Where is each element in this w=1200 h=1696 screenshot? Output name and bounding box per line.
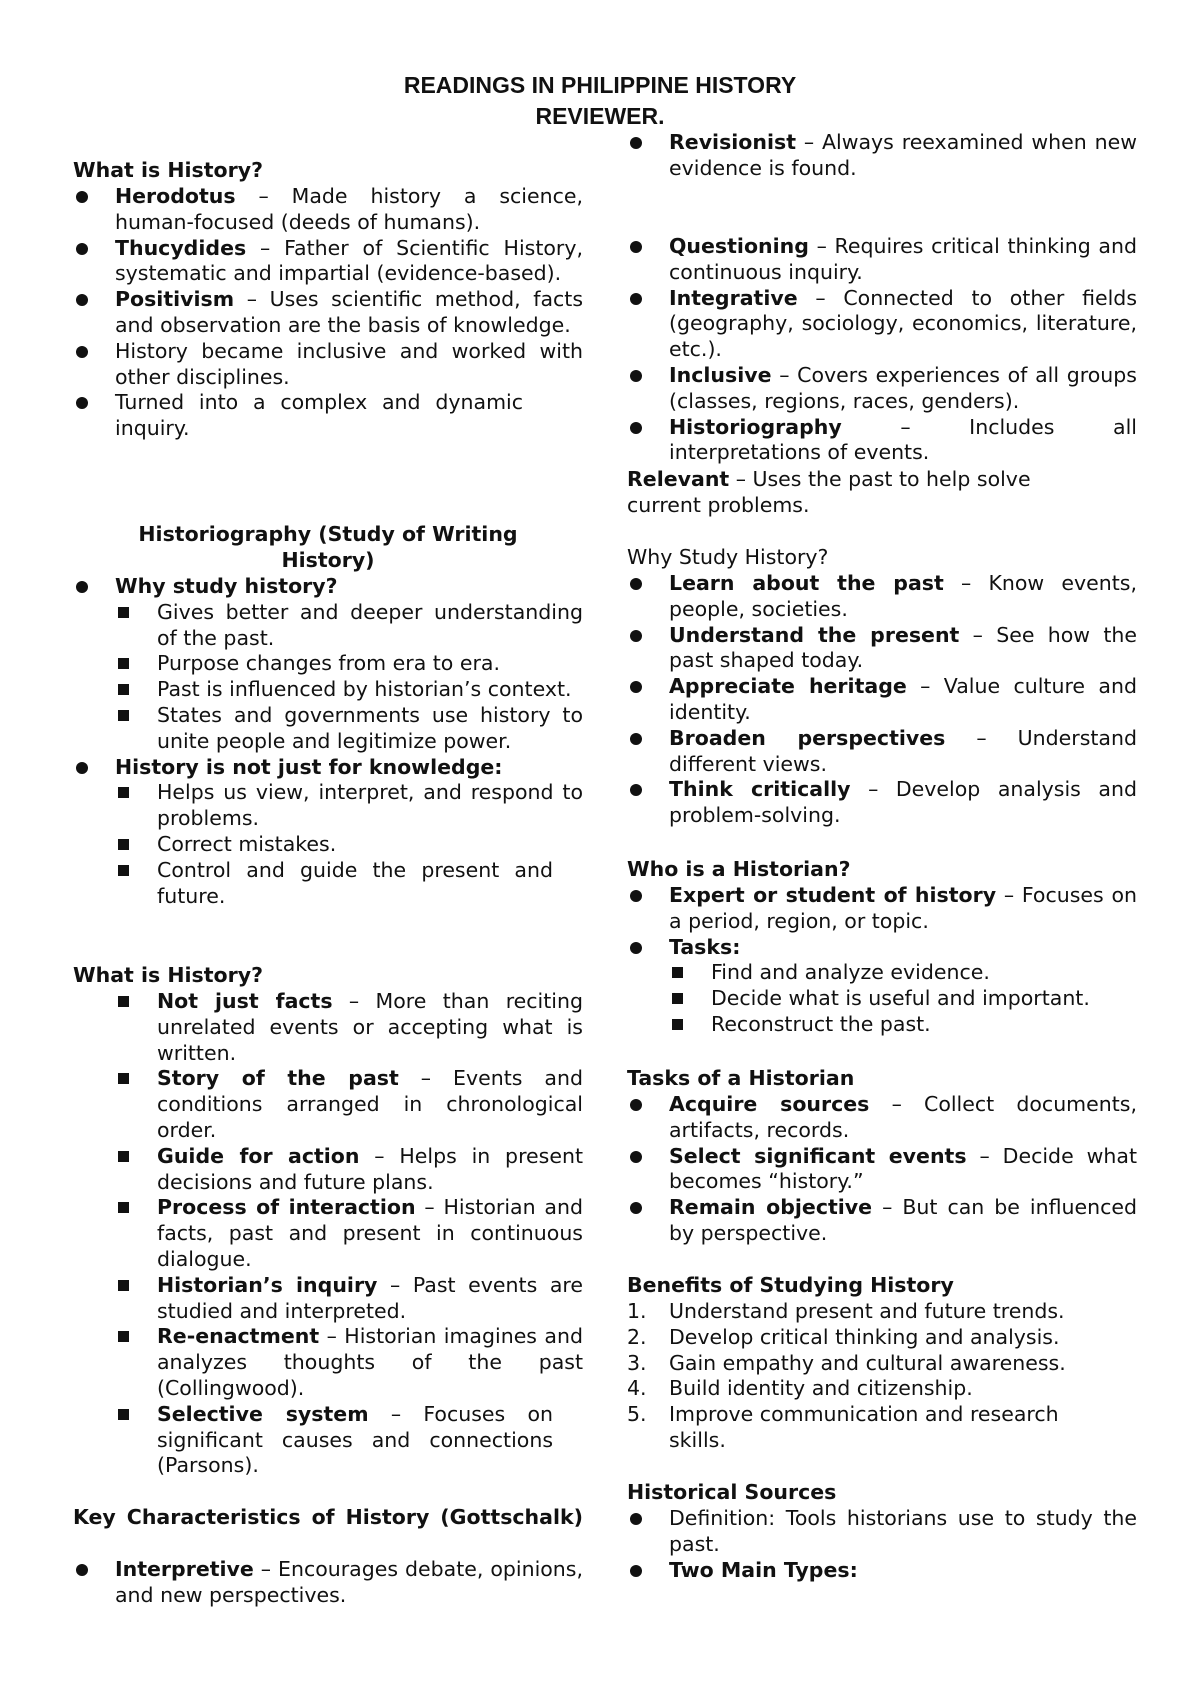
list-item: Remain objective – But can be influenced by perspective. [627,1195,1137,1247]
bullet-icon [76,1564,88,1576]
square-bullet-icon [118,787,129,798]
list-item: Gives better and deeper understanding of the past. [73,600,583,652]
list-item: States and governments use history to unite people and legitimize power. [73,703,583,755]
list-item: Turned into a complex and dynamic inquiry. [73,390,583,442]
bullet-icon [630,1099,642,1111]
list-historical-sources [627,1506,1137,1583]
section-heading-historiography: Historiography (Study of Writing History) [138,522,518,572]
list-item: 3. Gain empathy and cultural awareness. [627,1350,1066,1375]
list-benefits [627,1299,1137,1454]
bullet-icon [630,942,642,954]
document-title: READINGS IN PHILIPPINE HISTORY [403,72,797,98]
list-item: Revisionist – Always reexamined when new evidence is found. [627,130,1137,182]
square-bullet-icon [118,839,129,850]
square-bullet-icon [118,1331,129,1342]
square-bullet-icon [672,1019,683,1030]
list-item: Control and guide the present and future. [73,858,583,910]
list-item: 4. Build identity and citizenship. [627,1376,973,1401]
list-item: Integrative – Connected to other fields (geography, sociology, economics, literature, etc.). [627,286,1137,363]
list-item: Think critically – Develop analysis and problem-solving. [627,777,1137,829]
square-bullet-icon [118,1280,129,1291]
square-bullet-icon [118,865,129,876]
list-item: Story of the past – Events and conditions arranged in chronological order. [73,1066,583,1143]
list-item: Not just facts – More than reciting unrelated events or accepting what is written. [73,989,583,1066]
list-why-study-history [627,571,1137,829]
bullet-icon [76,243,88,255]
list-item: Learn about the past – Know events, people, societies. [627,571,1137,623]
square-bullet-icon [118,710,129,721]
list-characteristics-continued-2 [627,234,1137,466]
list-what-is-history [73,184,583,442]
list-item: Acquire sources – Collect documents, artifacts, records. [627,1092,1137,1144]
square-bullet-icon [118,1409,129,1420]
square-bullet-icon [118,684,129,695]
list-item: Process of interaction – Historian and facts, past and present in continuous dialogue. [73,1195,583,1272]
list-item: Decide what is useful and important. [627,986,1137,1012]
list-who-is-historian [627,883,1137,1038]
list-item: Purpose changes from era to era. [73,651,583,677]
list-item: History is not just for knowledge: [73,755,583,781]
bullet-icon [630,422,642,434]
list-item: Correct mistakes. [73,832,583,858]
list-key-characteristics [73,1557,583,1609]
bullet-icon [630,1565,642,1577]
square-bullet-icon [118,996,129,1007]
section-heading-benefits: Benefits of Studying History [627,1273,954,1297]
list-item: Past is influenced by historian’s context. [73,677,583,703]
list-item: Historiography – Includes all interpretations of events. [627,415,1137,467]
list-item: Helps us view, interpret, and respond to problems. [73,780,583,832]
list-tasks-of-historian [627,1092,1137,1247]
list-item: Questioning – Requires critical thinking and continuous inquiry. [627,234,1137,286]
square-bullet-icon [118,607,129,618]
list-item: 5. Improve communication and research skills. [627,1402,1059,1452]
bullet-icon [630,784,642,796]
bullet-icon [630,630,642,642]
list-what-is-history-2 [73,989,583,1479]
bullet-icon [630,241,642,253]
list-item: 2. Develop critical thinking and analysis. [627,1324,1060,1349]
section-heading-what-is-history-2: What is History? [73,963,263,987]
square-bullet-icon [118,1202,129,1213]
list-item: Reconstruct the past. [627,1012,1137,1038]
square-bullet-icon [118,1073,129,1084]
list-item: Appreciate heritage – Value culture and identity. [627,674,1137,726]
section-heading-what-is-history: What is History? [73,158,263,182]
square-bullet-icon [672,967,683,978]
document-subtitle: REVIEWER. [535,103,665,129]
bullet-icon [630,1513,642,1525]
bullet-icon [630,890,642,902]
bullet-icon [630,370,642,382]
list-item: Guide for action – Helps in present decisions and future plans. [73,1144,583,1196]
bullet-icon [630,293,642,305]
bullet-icon [630,1202,642,1214]
list-item: Historian’s inquiry – Past events are studied and interpreted. [73,1273,583,1325]
bullet-icon [76,346,88,358]
square-bullet-icon [118,658,129,669]
relevant-note: Relevant – Uses the past to help solve current problems. [627,467,1031,517]
list-item: Inclusive – Covers experiences of all groups (classes, regions, races, genders). [627,363,1137,415]
list-historiography [73,574,583,909]
list-item: Understand the present – See how the past shaped today. [627,623,1137,675]
section-heading-who-is-historian: Who is a Historian? [627,857,851,881]
bullet-icon [630,578,642,590]
list-item: Select significant events – Decide what becomes “history.” [627,1144,1137,1196]
list-item: Herodotus – Made history a science, human-focused (deeds of humans). [73,184,583,236]
bullet-icon [76,762,88,774]
list-item: Selective system – Focuses on significant causes and connections (Parsons). [73,1402,583,1479]
list-item: Positivism – Uses scientific method, facts and observation are the basis of knowledge. [73,287,583,339]
bullet-icon [76,581,88,593]
list-characteristics-continued [627,130,1137,182]
bullet-icon [630,1151,642,1163]
list-item: Broaden perspectives – Understand different views. [627,726,1137,778]
section-heading-why-study-history: Why Study History? [627,545,829,569]
list-item: 1. Understand present and future trends. [627,1299,1065,1323]
bullet-icon [76,397,88,409]
list-item: Tasks: [627,935,1137,961]
bullet-icon [76,191,88,203]
section-heading-historical-sources: Historical Sources [627,1480,837,1504]
list-item: Find and analyze evidence. [627,960,1137,986]
list-item: Thucydides – Father of Scientific History, systematic and impartial (evidence-based). [73,236,583,288]
bullet-icon [630,733,642,745]
bullet-icon [76,294,88,306]
list-item: History became inclusive and worked with other disciplines. [73,339,583,391]
list-item: Interpretive – Encourages debate, opinions, and new perspectives. [73,1557,583,1609]
section-heading-tasks-of-historian: Tasks of a Historian [627,1066,855,1090]
bullet-icon [630,681,642,693]
list-item: Expert or student of history – Focuses on a period, region, or topic. [627,883,1137,935]
square-bullet-icon [672,993,683,1004]
list-item: Two Main Types: [627,1558,1137,1584]
list-item: Definition: Tools historians use to study the past. [627,1506,1137,1558]
square-bullet-icon [118,1151,129,1162]
bullet-icon [630,137,642,149]
list-item: Re-enactment – Historian imagines and analyzes thoughts of the past (Collingwood). [73,1324,583,1401]
section-heading-key-characteristics: Key Characteristics of History (Gottschalk) [73,1505,583,1529]
list-item: Why study history? [73,574,583,600]
